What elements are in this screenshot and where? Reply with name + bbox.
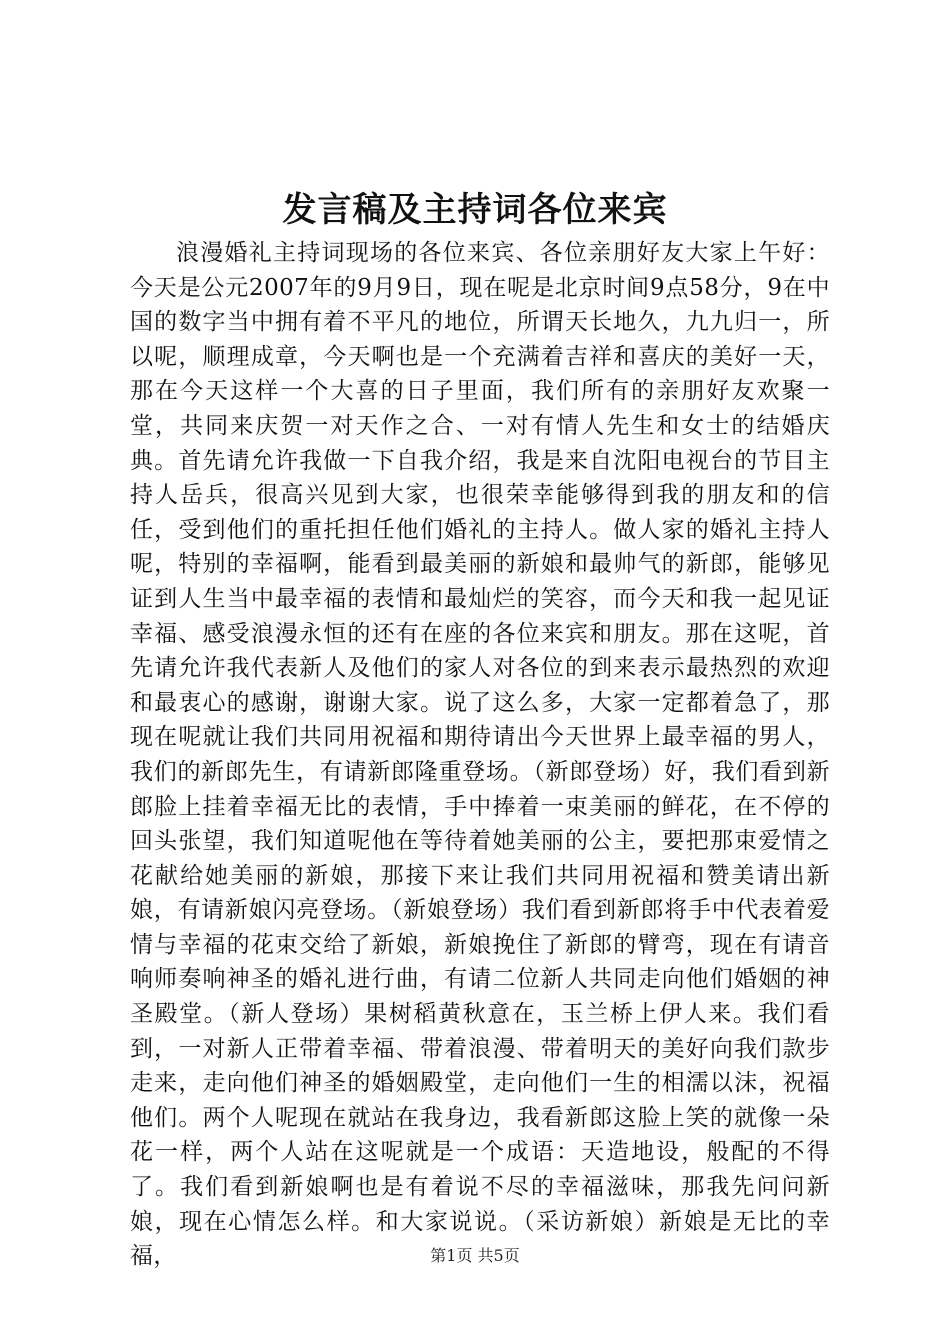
- document-title: 发言稿及主持词各位来宾: [282, 190, 668, 230]
- page-number-footer: 第1页 共5页: [430, 1246, 520, 1265]
- document-body-paragraph: 浪漫婚礼主持词现场的各位来宾、各位亲朋好友大家上午好：今天是公元2007年的9月9日，现在呢是北京时间9点58分，9在中国的数字当中拥有着不平凡的地位，所谓天长地久，九九归一，所以呢，顺理成章，今天啊也是一个充满着吉祥和喜庆的美好一天，那在今天这样一个大喜的日子里面，我们所有的亲朋好友欢聚一堂，共同来庆贺一对天作之合、一对有情人先生和女士的结婚庆典。首先请允许我做一下自我介绍，我是来自沈阳电视台的节目主持人岳兵，很高兴见到大家，也很荣幸能够得到我的朋友和的信任，受到他们的重托担任他们婚礼的主持人。做人家的婚礼主持人呢，特别的幸福啊，能看到最美丽的新娘和最帅气的新郎，能够见证到人生当中最幸福的表情和最灿烂的笑容，而今天和我一起见证幸福、感受浪漫永恒的还有在座的各位来宾和朋友。那在这呢，首先请允许我代表新人及他们的家人对各位的到来表示最热烈的欢迎和最衷心的感谢，谢谢大家。说了这么多，大家一定都着急了，那现在呢就让我们共同用祝福和期待请出今天世界上最幸福的男人，我们的新郎先生，有请新郎隆重登场。（新郎登场）好，我们看到新郎脸上挂着幸福无比的表情，手中捧着一束美丽的鲜花，在不停的回头张望，我们知道呢他在等待着她美丽的公主，要把那束爱情之花献给她美丽的新娘，那接下来让我们共同用祝福和赞美请出新娘，有请新娘闪亮登场。（新娘登场）我们看到新郎将手中代表着爱情与幸福的花束交给了新娘，新娘挽住了新郎的臂弯，现在有请音响师奏响神圣的婚礼进行曲，有请二位新人共同走向他们婚姻的神圣殿堂。（新人登场）果树稻黄秋意在，玉兰桥上伊人来。我们看到，一对新人正带着幸福、带着浪漫、带着明天的美好向我们款步走来，走向他们神圣的婚姻殿堂，走向他们一生的相濡以沫，祝福他们。两个人呢现在就站在我身边，我看新郎这脸上笑的就像一朵花一样，两个人站在这呢就是一个成语：天造地设，般配的不得了。我们看到新娘啊也是有着说不尽的幸福滋味，那我先问问新娘，现在心情怎么样。和大家说说。（采访新娘）新娘是无比的幸福，: [130, 240, 830, 1270]
